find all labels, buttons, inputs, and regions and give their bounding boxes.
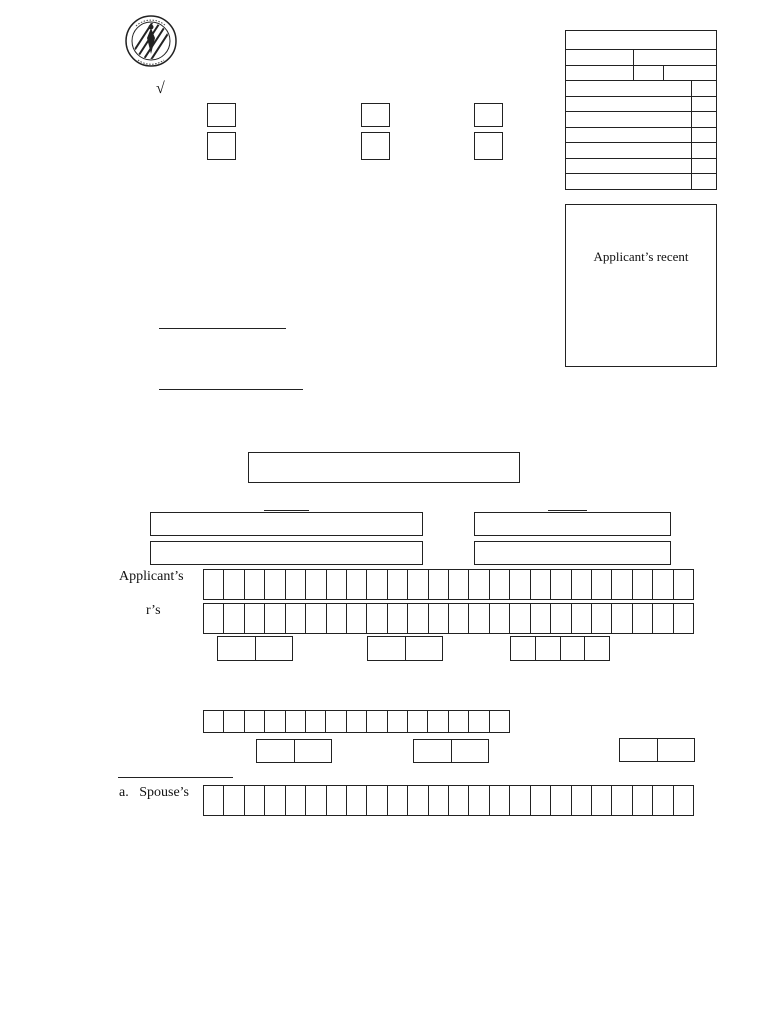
char-cell[interactable]	[571, 786, 591, 815]
char-cell[interactable]	[652, 786, 672, 815]
date-2-month-grid[interactable]	[413, 739, 489, 763]
char-cell[interactable]	[285, 786, 305, 815]
char-cell[interactable]	[448, 786, 468, 815]
char-cell[interactable]	[530, 570, 550, 599]
dob-day-grid[interactable]	[217, 636, 293, 661]
char-cell[interactable]	[368, 637, 405, 660]
char-cell[interactable]	[366, 786, 386, 815]
char-cell[interactable]	[223, 786, 243, 815]
char-cell[interactable]	[405, 637, 443, 660]
option-1-checkbox-top[interactable]	[207, 103, 236, 127]
char-cell[interactable]	[591, 604, 611, 633]
school-logo	[124, 14, 178, 68]
father-name-label: r’s	[146, 603, 161, 618]
char-cell[interactable]	[489, 604, 509, 633]
char-cell[interactable]	[509, 604, 529, 633]
char-cell[interactable]	[448, 570, 468, 599]
char-cell[interactable]	[387, 604, 407, 633]
char-cell[interactable]	[509, 570, 529, 599]
char-cell[interactable]	[611, 786, 631, 815]
char-cell[interactable]	[652, 604, 672, 633]
char-cell[interactable]	[550, 570, 570, 599]
char-cell[interactable]	[387, 570, 407, 599]
char-cell[interactable]	[530, 786, 550, 815]
char-cell[interactable]	[366, 604, 386, 633]
applicant-name-grid[interactable]	[203, 569, 694, 600]
section-heading-underline	[118, 777, 233, 778]
spouse-name-label: a. Spouse’s	[119, 785, 189, 800]
form-number-box[interactable]	[248, 452, 520, 483]
char-cell[interactable]	[326, 786, 346, 815]
char-cell[interactable]	[346, 570, 366, 599]
char-cell[interactable]	[632, 570, 652, 599]
char-cell[interactable]	[511, 637, 535, 660]
option-2-checkbox-bottom[interactable]	[361, 132, 390, 160]
char-cell[interactable]	[673, 604, 693, 633]
checkmark-icon: √	[156, 80, 165, 97]
option-3-checkbox-top[interactable]	[474, 103, 503, 127]
signature-line-2[interactable]	[159, 389, 303, 390]
photo-label: Applicant’s recent	[593, 249, 689, 264]
char-cell[interactable]	[387, 711, 407, 732]
char-cell[interactable]	[305, 604, 325, 633]
char-cell[interactable]	[428, 570, 448, 599]
char-cell[interactable]	[218, 637, 255, 660]
char-cell[interactable]	[530, 604, 550, 633]
char-cell[interactable]	[204, 570, 223, 599]
char-cell[interactable]	[264, 604, 284, 633]
char-cell[interactable]	[223, 711, 243, 732]
char-cell[interactable]	[550, 604, 570, 633]
char-cell[interactable]	[657, 739, 695, 761]
char-cell[interactable]	[346, 711, 366, 732]
option-1-checkbox-bottom[interactable]	[207, 132, 236, 160]
left-field-1[interactable]	[150, 512, 423, 536]
column-heading-underline-left	[264, 510, 309, 511]
char-cell[interactable]	[264, 570, 284, 599]
char-cell[interactable]	[407, 786, 427, 815]
char-cell[interactable]	[468, 570, 488, 599]
char-cell[interactable]	[326, 604, 346, 633]
left-field-2[interactable]	[150, 541, 423, 565]
date-2-day-grid[interactable]	[256, 739, 332, 763]
char-cell[interactable]	[366, 570, 386, 599]
right-field-2[interactable]	[474, 541, 671, 565]
dob-year-grid[interactable]	[510, 636, 610, 661]
char-cell[interactable]	[489, 786, 509, 815]
char-cell[interactable]	[673, 786, 693, 815]
id-number-grid[interactable]	[203, 710, 510, 733]
applicant-photo-box[interactable]	[565, 204, 717, 367]
char-cell[interactable]	[244, 604, 264, 633]
spouse-name-grid[interactable]	[203, 785, 694, 816]
char-cell[interactable]	[428, 604, 448, 633]
char-cell[interactable]	[244, 786, 264, 815]
char-cell[interactable]	[509, 786, 529, 815]
char-cell[interactable]	[468, 711, 488, 732]
char-cell[interactable]	[366, 711, 386, 732]
char-cell[interactable]	[255, 637, 293, 660]
char-cell[interactable]	[652, 570, 672, 599]
char-cell[interactable]	[285, 711, 305, 732]
char-cell[interactable]	[448, 604, 468, 633]
char-cell[interactable]	[535, 637, 560, 660]
right-field-1[interactable]	[474, 512, 671, 536]
char-cell[interactable]	[305, 711, 325, 732]
char-cell[interactable]	[407, 711, 427, 732]
date-2-year-grid[interactable]	[619, 738, 695, 762]
char-cell[interactable]	[325, 711, 345, 732]
char-cell[interactable]	[204, 711, 223, 732]
char-cell[interactable]	[468, 604, 488, 633]
char-cell[interactable]	[204, 604, 223, 633]
char-cell[interactable]	[326, 570, 346, 599]
char-cell[interactable]	[294, 740, 332, 762]
char-cell[interactable]	[571, 570, 591, 599]
char-cell[interactable]	[448, 711, 468, 732]
applicant-name-label: Applicant’s	[119, 569, 184, 584]
char-cell[interactable]	[305, 786, 325, 815]
char-cell[interactable]	[560, 637, 585, 660]
char-cell[interactable]	[244, 711, 264, 732]
char-cell[interactable]	[591, 570, 611, 599]
char-cell[interactable]	[387, 786, 407, 815]
char-cell[interactable]	[414, 740, 451, 762]
char-cell[interactable]	[223, 570, 243, 599]
char-cell[interactable]	[257, 740, 294, 762]
option-2-checkbox-top[interactable]	[361, 103, 390, 127]
char-cell[interactable]	[285, 604, 305, 633]
option-3-checkbox-bottom[interactable]	[474, 132, 503, 160]
char-cell[interactable]	[632, 786, 652, 815]
column-heading-underline-right	[548, 510, 587, 511]
char-cell[interactable]	[407, 570, 427, 599]
char-cell[interactable]	[285, 570, 305, 599]
char-cell[interactable]	[428, 786, 448, 815]
dob-month-grid[interactable]	[367, 636, 443, 661]
char-cell[interactable]	[346, 604, 366, 633]
char-cell[interactable]	[468, 786, 488, 815]
char-cell[interactable]	[571, 604, 591, 633]
signature-line-1[interactable]	[159, 328, 286, 329]
char-cell[interactable]	[407, 604, 427, 633]
char-cell[interactable]	[427, 711, 447, 732]
char-cell[interactable]	[489, 711, 509, 732]
char-cell[interactable]	[611, 604, 631, 633]
char-cell[interactable]	[204, 786, 223, 815]
father-name-grid[interactable]	[203, 603, 694, 634]
char-cell[interactable]	[584, 637, 609, 660]
char-cell[interactable]	[611, 570, 631, 599]
char-cell[interactable]	[591, 786, 611, 815]
char-cell[interactable]	[489, 570, 509, 599]
char-cell[interactable]	[673, 570, 693, 599]
char-cell[interactable]	[550, 786, 570, 815]
char-cell[interactable]	[620, 739, 657, 761]
char-cell[interactable]	[451, 740, 489, 762]
char-cell[interactable]	[223, 604, 243, 633]
char-cell[interactable]	[264, 711, 284, 732]
char-cell[interactable]	[632, 604, 652, 633]
char-cell[interactable]	[244, 570, 264, 599]
char-cell[interactable]	[346, 786, 366, 815]
char-cell[interactable]	[264, 786, 284, 815]
office-use-table	[565, 30, 717, 190]
char-cell[interactable]	[305, 570, 325, 599]
